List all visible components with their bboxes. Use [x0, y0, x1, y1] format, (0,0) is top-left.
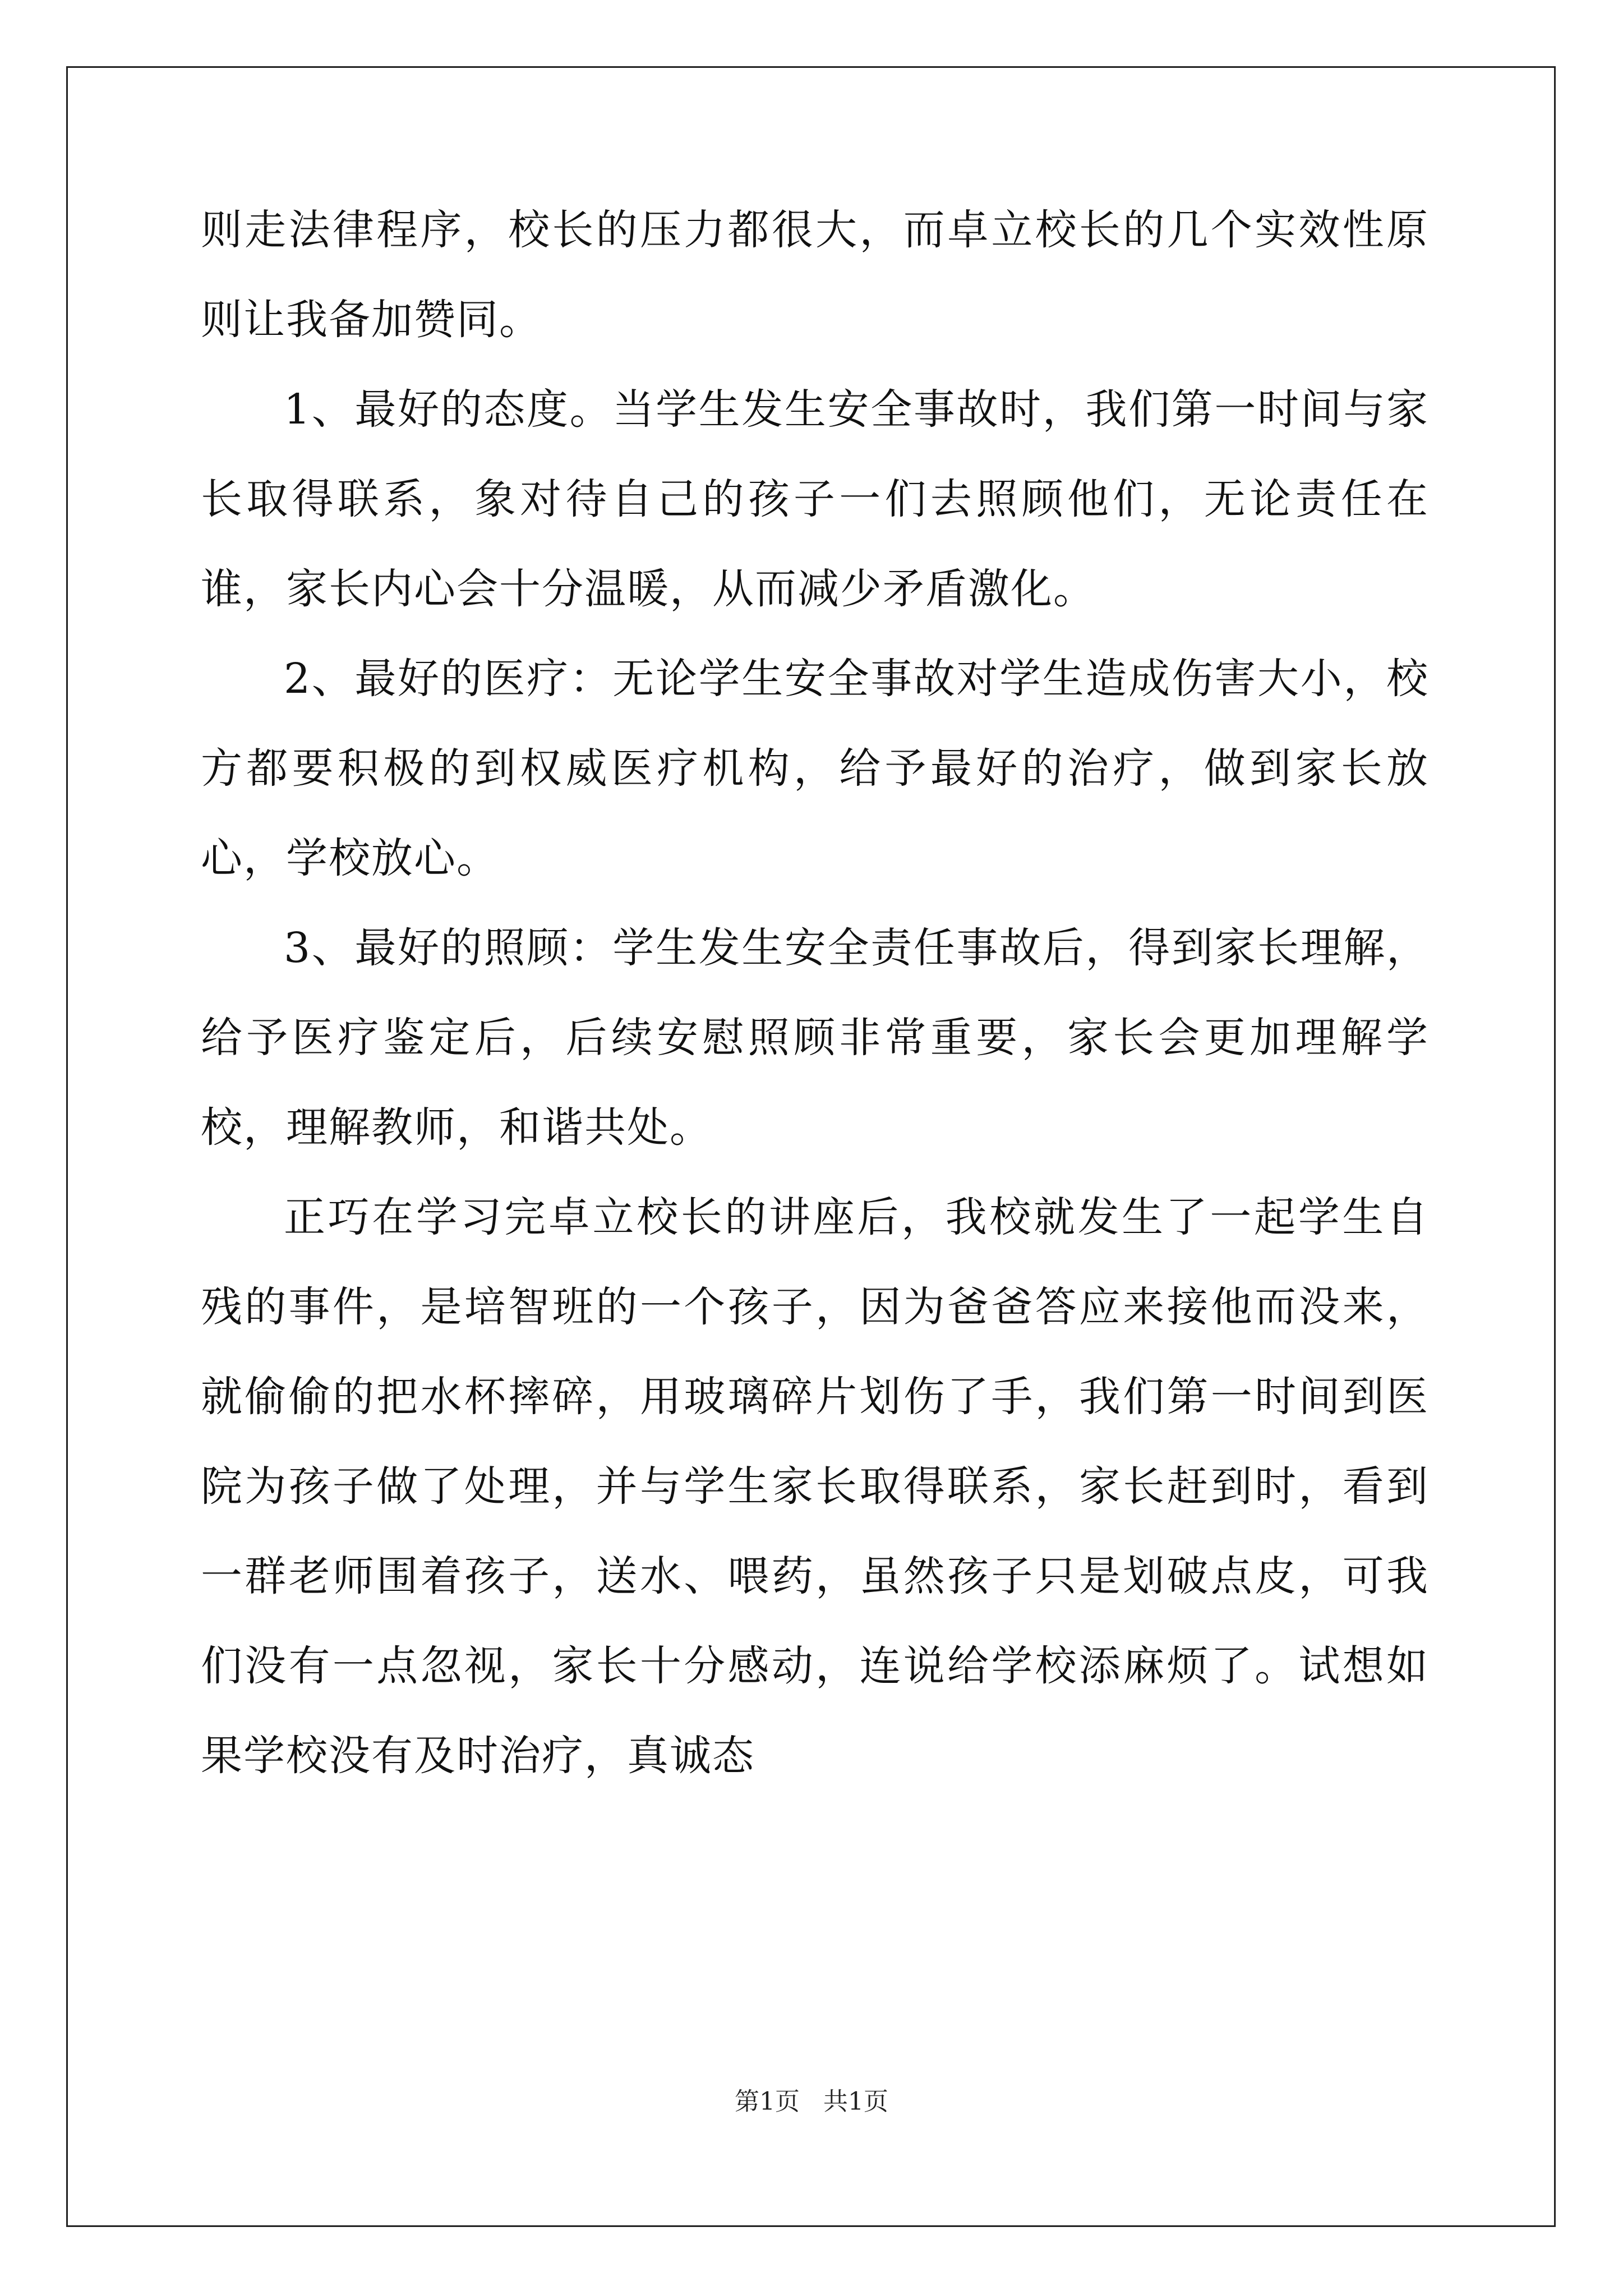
paragraph-1: 则走法律程序，校长的压力都很大，而卓立校长的几个实效性原则让我备加赞同。 [201, 206, 1429, 344]
paragraph-5: 正巧在学习完卓立校长的讲座后，我校就发生了一起学生自残的事件，是培智班的一个孩子，因为爸爸答应来接他而没来，就偷偷的把水杯摔碎，用玻璃碎片划伤了手，我们第一时间到医院为孩子做了处理，并与学生家长取得联系，家长赶到时，看到一群老师围着孩子，送水、喂药，虽然孩子只是划破点皮，可我们没有一点忽视，家长十分感动，连说给学校添麻烦了。试想如果学校没有及时治疗，真诚态 [201, 1193, 1429, 1780]
page-footer [0, 2085, 1623, 2119]
page-number-current: 第1页 [735, 2087, 800, 2116]
paragraph-4: 3、最好的照顾：学生发生安全责任事故后，得到家长理解，给予医疗鉴定后，后续安慰照顾非常重要，家长会更加理解学校，理解教师，和谐共处。 [201, 924, 1429, 1152]
paragraph-3: 2、最好的医疗：无论学生安全事故对学生造成伤害大小，校方都要积极的到权威医疗机构，给予最好的治疗，做到家长放心，学校放心。 [201, 655, 1429, 882]
document-body [201, 185, 1429, 1801]
paragraph-2: 1、最好的态度。当学生发生安全事故时，我们第一时间与家长取得联系，象对待自己的孩子一们去照顾他们，无论责任在谁，家长内心会十分温暖，从而减少矛盾激化。 [201, 385, 1429, 613]
page-number-total: 共1页 [823, 2087, 888, 2116]
